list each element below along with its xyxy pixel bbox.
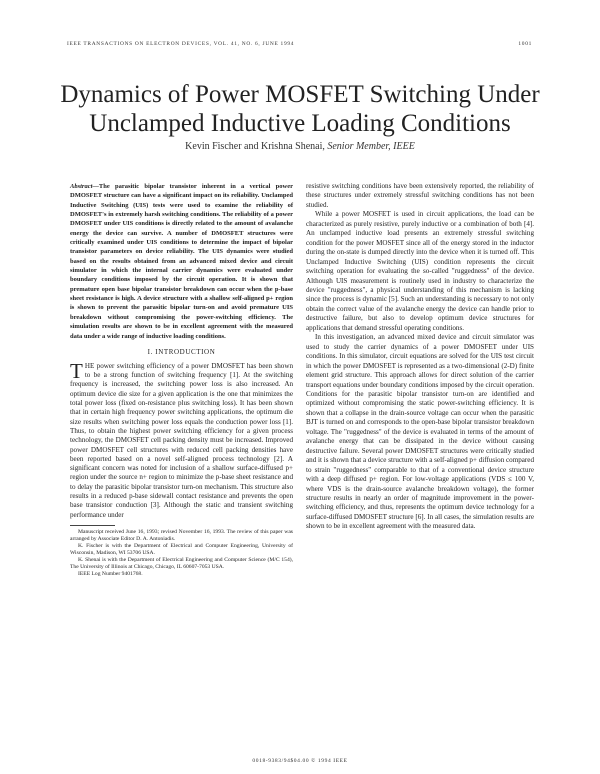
left-column — [70, 182, 293, 579]
footnotes — [70, 529, 293, 579]
section-heading-introduction: I. INTRODUCTION — [147, 347, 216, 356]
introduction-body — [70, 358, 293, 520]
right-paragraph-1: resistive switching conditions have been extensively reported, the reliability of these structures under extremely stressful switching conditions has not been studied. — [306, 182, 534, 209]
footnote-log-number: IEEE Log Number 9401768. — [78, 571, 143, 578]
intro-paragraph — [70, 358, 293, 520]
running-head — [67, 41, 532, 47]
footnote-manuscript: Manuscript received June 16, 1993; revised November 16, 1993. The review of this paper was arranged by Associate Editor D. A. Antoniadis. — [70, 528, 293, 542]
author-membership: Senior Member, IEEE — [327, 141, 415, 152]
abstract — [70, 182, 293, 341]
abstract-lead: Abstract— — [70, 183, 99, 190]
paper-title: Dynamics of Power MOSFET Switching Under Unclamped Inductive Loading Conditions — [60, 81, 540, 137]
journal-line: IEEE TRANSACTIONS ON ELECTRON DEVICES, VOL. 41, NO. 6, JUNE 1994 — [67, 41, 295, 47]
right-paragraph-3: In this investigation, an advanced mixed device and circuit simulator was used to study the carrier dynamics of a power DMOSFET under UIS conditions. In this simulator, circuit equations are solved for the UIS test circuit in which the power DMOSFET is represented as a two-dimensional (2-D) finite element grid structure. This approach allows for direct solution of the carrier transport equations under boundary conditions imposed by the circuit operation. Conditions for the parasitic bipolar transistor turn-on are identified and optimized without compromising the static power-switching efficiency. It is shown that a collapse in the drain-source voltage can occur when the parasitic BJT is turned on and corresponds to the open-base bipolar transistor breakdown voltage. The "ruggedness" of the device is evaluated in terms of the amount of avalanche energy that can be dissipated in the device without causing destructive failure. Several power DMOSFET structures were critically studied and it is shown that a device structure with a self-aligned p+ diffusion compared to strain "ruggedness" comparable to that of a conventional device structure with a deep diffused p+ region. For low-voltage applications (VDS ≤ 100 V, where VDS is the drain-source avalanche breakdown voltage), the former structure results in nearly an order of magnitude improvement in the power-switching efficiency, and thus, represents the optimum device technology for a surface-diffused DMOSFET structure [6]. In all cases, the simulation results are shown to be in excellent agreement with the measured data. — [306, 333, 534, 531]
footnote-rule — [70, 525, 115, 526]
abstract-text: The parasitic bipolar transistor inherent in a vertical power DMOSFET structure can have a significant impact on its reliability. Unclamped Inductive Switching (UIS) tests were used to examine the reliability of DMOSFET's in extremely harsh switching conditions. The reliability of a power DMOSFET under UIS conditions is directly related to the amount of avalanche energy the device can survive. A number of DMOSFET structures were critically examined under UIS conditions to determine the impact of bipolar transistor parameters on device reliability. The UIS dynamics were studied based on the results obtained from an advanced mixed device and circuit simulator in which the internal carrier dynamics were evaluated under boundary conditions imposed by the circuit operation. It is shown that premature open base bipolar transistor breakdown can occur when the p-base sheet resistance is high. A device structure with a shallow self-aligned p+ region is shown to prevent the parasitic bipolar turn-on and avoid premature UIS breakdown without compromising the power-switching efficiency. The simulation results are shown to be in excellent agreement with the measured data under a wide range of inductive loading conditions. — [70, 183, 293, 340]
drop-cap: T — [70, 358, 83, 383]
footnote-author-shenai: K. Shenai is with the Department of Electrical Engineering and Computer Science (M/C 154), The University of Illinois at Chicago, Chicago, IL 60607-7053 USA. — [70, 557, 293, 571]
page-number: 1001 — [518, 41, 532, 47]
copyright-code: 0018-9383/94$04.00 © 1994 IEEE — [252, 758, 348, 764]
right-paragraph-2: While a power MOSFET is used in circuit applications, the load can be characterized as purely resistive, purely inductive or a combination of both [4]. An unclamped inductive load presents an extremely stressful switching condition for the power MOSFET since all of the energy stored in the inductor during the on-state is dumped directly into the device when it is turned off. This Unclamped Inductive Switching (UIS) condition represents the circuit switching operation for evaluating the so-called "ruggedness" of the device. Although UIS measurement is routinely used in industry to characterize the device "ruggedness", a physical understanding of this mechanism is lacking since the process is dynamic [5]. Such an understanding is necessary to not only obtain the correct value of the avalanche energy the device can handle prior to destructive failure, but also to develop optimum device structures for applications that demand stressful operating conditions. — [306, 210, 534, 332]
author-names: Kevin Fischer and Krishna Shenai, — [185, 141, 325, 152]
author-line — [0, 141, 600, 152]
footnote-author-fischer: K. Fischer is with the Department of Electrical and Computer Engineering, University of Wisconsin, Madison, WI 53706 USA. — [70, 543, 293, 557]
intro-text: HE power switching efficiency of a power DMOSFET has been shown to be a strong function of switching frequency [1]. At the switching frequency is increased, the switching power loss is also increased. An optimum device die size for a given application is the one that minimizes the total power loss (fixed on-resistance plus switching loss). It has been shown that in certain high frequency power switching applications, the optimum die size results when switching power loss equals the conduction power loss [1]. Thus, to obtain the highest power switching efficiency for a given process technology, the DMOSFET cell packing density must be increased. Improved power DMOSFET cell structures with reduced cell packing densities have been reported based on a novel self-aligned process technology [2]. A significant concern was noted for inclusion of a shallow surface-diffused p+ region under the source n+ region to minimize the p-base sheet resistance and to delay the parasitic bipolar transistor turn-on mechanism. This structure also results in a reduced p-base sidewall contact resistance and prevents the open base transistor conduction [3]. Although the static and transient switching performance under — [70, 361, 293, 519]
right-column — [306, 182, 534, 532]
